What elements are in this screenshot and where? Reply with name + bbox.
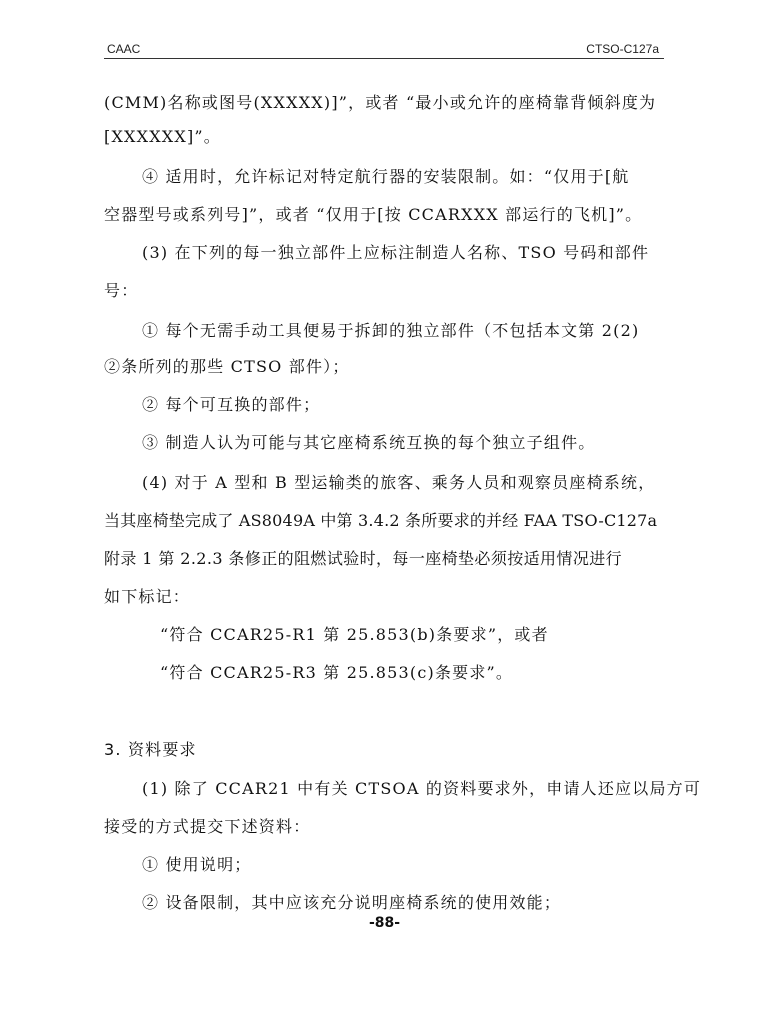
section-heading: 3. 资料要求 <box>104 740 197 759</box>
text-line: ② 每个可互换的部件； <box>142 395 321 414</box>
text-line: ④ 适用时，允许标记对特定航行器的安装限制。如：“仅用于[航 <box>142 167 630 186</box>
text-line: (CMM)名称或图号(XXXXX)]”，或者 “最小或允许的座椅靠背倾斜度为 <box>104 93 657 112</box>
text-line: ②条所列的那些 CTSO 部件）； <box>104 357 350 376</box>
text-line: ① 使用说明； <box>142 855 252 874</box>
text-line: 接受的方式提交下述资料： <box>104 817 311 836</box>
header-left: CAAC <box>107 42 141 56</box>
text-line: 当其座椅垫完成了 AS8049A 中第 3.4.2 条所要求的并经 FAA TSO-C127a <box>104 511 658 530</box>
text-line: ① 每个无需手动工具便易于拆卸的独立部件（不包括本文第 2(2) <box>142 321 640 340</box>
text-line: (3) 在下列的每一独立部件上应标注制造人名称、TSO 号码和部件 <box>142 243 650 262</box>
text-line: “符合 CCAR25-R3 第 25.853(c)条要求”。 <box>160 663 514 682</box>
text-line: (1) 除了 CCAR21 中有关 CTSOA 的资料要求外，申请人还应以局方可 <box>142 779 702 798</box>
text-line: 空器型号或系列号]”，或者 “仅用于[按 CCARXXX 部运行的飞机]”。 <box>104 205 643 224</box>
text-line: ② 设备限制，其中应该充分说明座椅系统的使用效能； <box>142 893 562 912</box>
text-line: 如下标记： <box>104 587 191 606</box>
text-line: “符合 CCAR25-R1 第 25.853(b)条要求”，或者 <box>160 625 549 644</box>
text-line: ③ 制造人认为可能与其它座椅系统互换的每个独立子组件。 <box>142 433 596 452</box>
header-right: CTSO-C127a <box>586 42 659 56</box>
header-rule <box>104 58 664 59</box>
text-line: [XXXXXX]”。 <box>104 127 222 146</box>
text-line: (4) 对于 A 型和 B 型运输类的旅客、乘务人员和观察员座椅系统， <box>142 473 656 492</box>
text-line: 号： <box>104 281 139 300</box>
text-line: 附录 1 第 2.2.3 条修正的阻燃试验时，每一座椅垫必须按适用情况进行 <box>104 549 623 568</box>
page-number: -88- <box>368 915 401 931</box>
